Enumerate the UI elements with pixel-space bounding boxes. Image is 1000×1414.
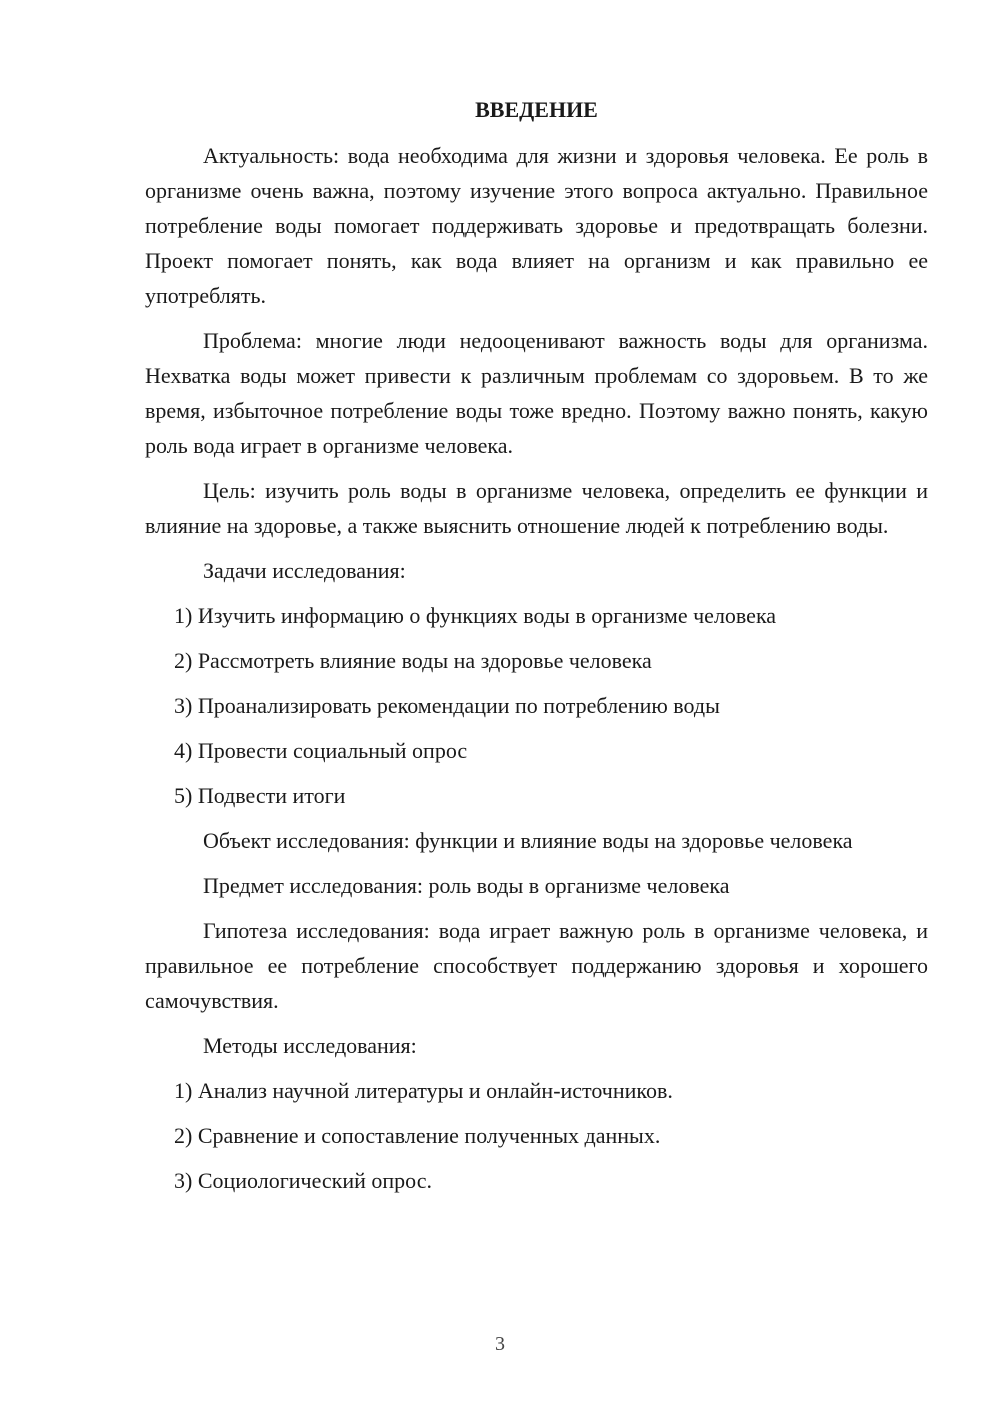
page-title: ВВЕДЕНИЕ (475, 97, 598, 122)
page-number: 3 (495, 1333, 505, 1355)
document-page (145, 92, 928, 1208)
list-item: 2) Сравнение и сопоставление полученных данных. (174, 1123, 661, 1148)
relevance-paragraph: Актуальность: вода необходима для жизни и здоровья человека. Ее роль в организме очень важна, поэтому изучение этого вопроса актуально. Правильное потребление воды помогает поддерживать здоровье и предотвращать болезни. Проект помогает понять, как вода влияет на организм и как правильно ее употреблять. (145, 143, 928, 308)
methods-list (145, 1073, 928, 1198)
object-paragraph: Объект исследования: функции и влияние воды на здоровье человека (203, 828, 853, 853)
list-item: 1) Анализ научной литературы и онлайн-источников. (174, 1078, 673, 1103)
list-item: 1) Изучить информацию о функциях воды в организме человека (174, 603, 777, 628)
tasks-heading: Задачи исследования: (203, 558, 406, 583)
list-item: 5) Подвести итоги (174, 783, 346, 808)
list-item: 4) Провести социальный опрос (174, 738, 468, 763)
tasks-list (145, 598, 928, 813)
subject-paragraph: Предмет исследования: роль воды в организме человека (203, 873, 730, 898)
problem-paragraph: Проблема: многие люди недооценивают важность воды для организма. Нехватка воды может привести к различным проблемам со здоровьем. В то же время, избыточное потребление воды тоже вредно. Поэтому важно понять, какую роль вода играет в организме человека. (145, 328, 928, 458)
methods-heading: Методы исследования: (203, 1033, 417, 1058)
list-item: 2) Рассмотреть влияние воды на здоровье человека (174, 648, 652, 673)
list-item: 3) Социологический опрос. (174, 1168, 432, 1193)
list-item: 3) Проанализировать рекомендации по потреблению воды (174, 693, 720, 718)
hypothesis-paragraph: Гипотеза исследования: вода играет важную роль в организме человека, и правильное ее потребление способствует поддержанию здоровья и хорошего самочувствия. (145, 918, 928, 1013)
goal-paragraph: Цель: изучить роль воды в организме человека, определить ее функции и влияние на здоровье, а также выяснить отношение людей к потреблению воды. (145, 478, 928, 538)
